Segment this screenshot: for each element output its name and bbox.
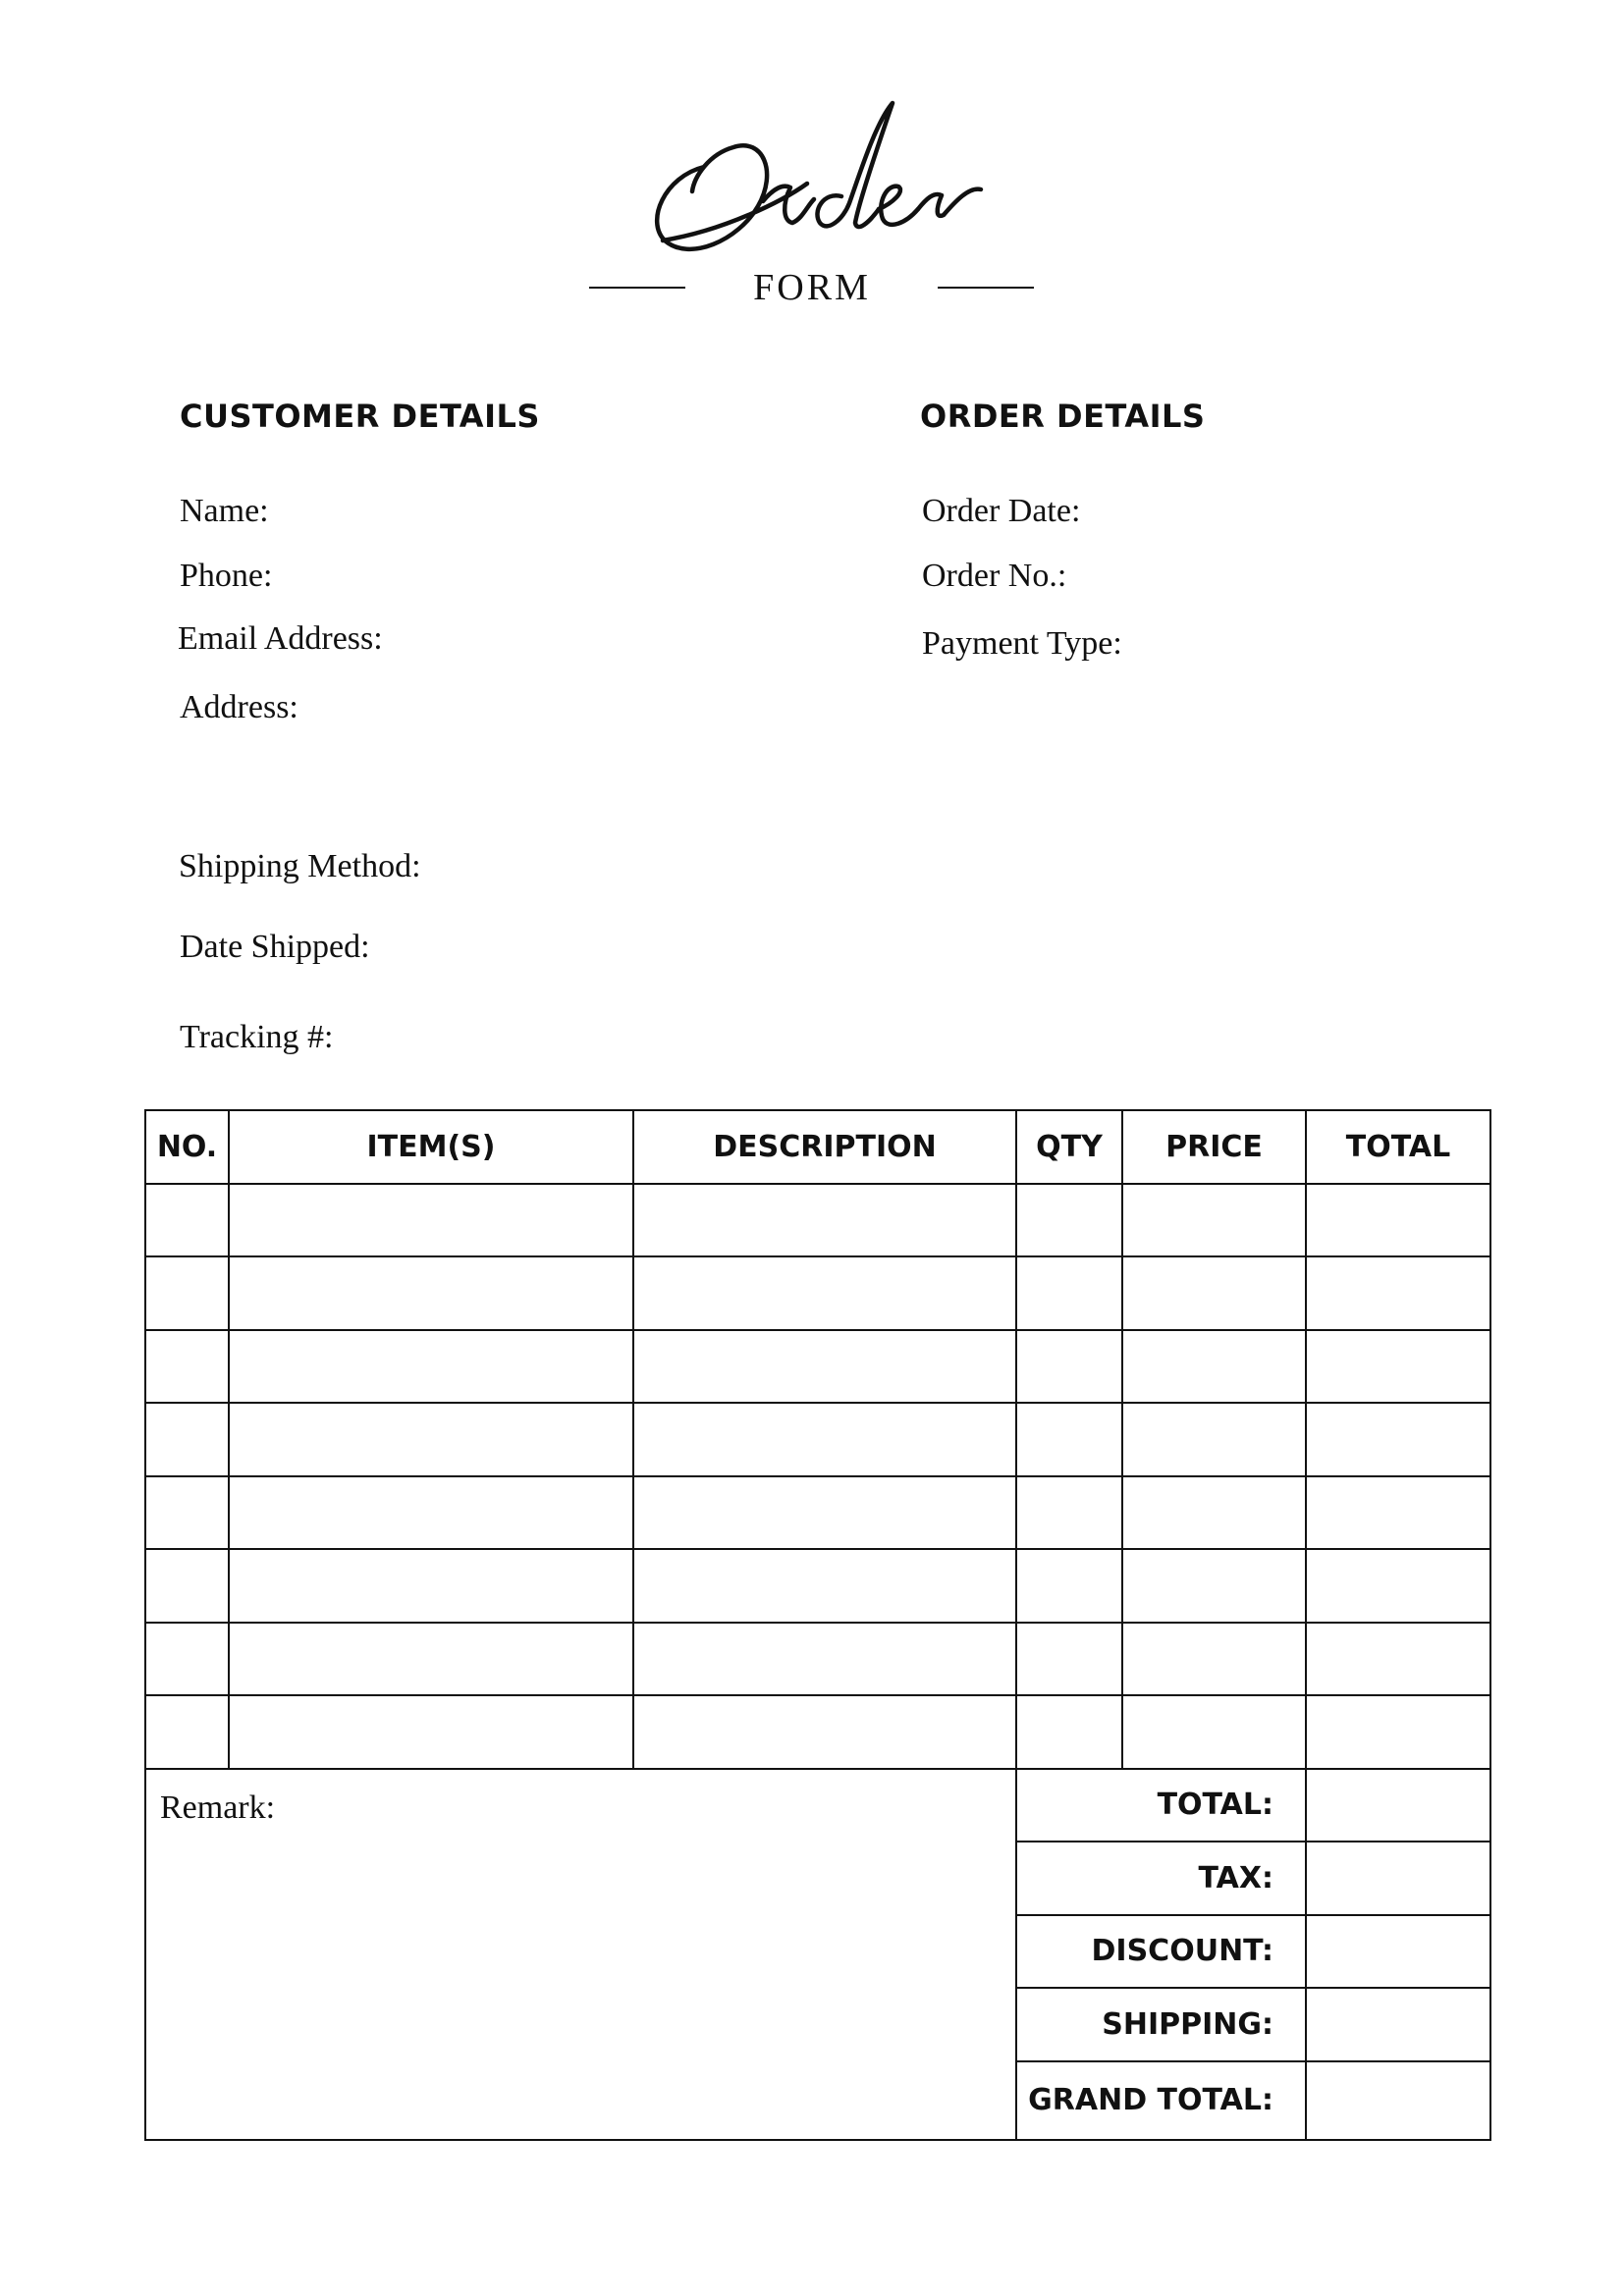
summary-value-tax[interactable] bbox=[1306, 1842, 1490, 1915]
cell-no[interactable] bbox=[145, 1256, 229, 1330]
email-field-label: Email Address: bbox=[178, 620, 383, 657]
cell-price[interactable] bbox=[1122, 1695, 1306, 1769]
table-row[interactable] bbox=[145, 1695, 1490, 1769]
summary-value-grand-total[interactable] bbox=[1306, 2061, 1490, 2140]
order-number-field-label: Order No.: bbox=[922, 558, 1067, 594]
table-row[interactable] bbox=[145, 1330, 1490, 1404]
summary-label-shipping: SHIPPING: bbox=[1016, 1988, 1306, 2061]
cell-no[interactable] bbox=[145, 1549, 229, 1623]
summary-value-discount[interactable] bbox=[1306, 1915, 1490, 1989]
cell-price[interactable] bbox=[1122, 1476, 1306, 1550]
cell-description[interactable] bbox=[633, 1623, 1016, 1696]
tracking-field-label: Tracking #: bbox=[180, 1019, 334, 1055]
cell-price[interactable] bbox=[1122, 1184, 1306, 1257]
table-row[interactable] bbox=[145, 1184, 1490, 1257]
cell-description[interactable] bbox=[633, 1549, 1016, 1623]
phone-field-label: Phone: bbox=[180, 558, 273, 594]
cell-description[interactable] bbox=[633, 1695, 1016, 1769]
cell-qty[interactable] bbox=[1016, 1695, 1122, 1769]
cell-item[interactable] bbox=[229, 1184, 633, 1257]
cell-no[interactable] bbox=[145, 1623, 229, 1696]
column-header-total: TOTAL bbox=[1306, 1110, 1490, 1184]
cell-description[interactable] bbox=[633, 1330, 1016, 1404]
cell-qty[interactable] bbox=[1016, 1623, 1122, 1696]
column-header-price: PRICE bbox=[1122, 1110, 1306, 1184]
date-shipped-field-label: Date Shipped: bbox=[180, 929, 370, 965]
column-header-items: ITEM(S) bbox=[229, 1110, 633, 1184]
cell-item[interactable] bbox=[229, 1403, 633, 1476]
form-subtitle-row bbox=[0, 263, 1624, 312]
cell-item[interactable] bbox=[229, 1549, 633, 1623]
form-subtitle: FORM bbox=[753, 267, 871, 308]
cell-description[interactable] bbox=[633, 1403, 1016, 1476]
cell-item[interactable] bbox=[229, 1330, 633, 1404]
cell-total[interactable] bbox=[1306, 1623, 1490, 1696]
cell-item[interactable] bbox=[229, 1476, 633, 1550]
summary-value-shipping[interactable] bbox=[1306, 1988, 1490, 2061]
cell-qty[interactable] bbox=[1016, 1184, 1122, 1257]
cell-total[interactable] bbox=[1306, 1549, 1490, 1623]
cell-no[interactable] bbox=[145, 1184, 229, 1257]
order-script-title bbox=[0, 93, 1624, 280]
cell-qty[interactable] bbox=[1016, 1549, 1122, 1623]
cell-qty[interactable] bbox=[1016, 1330, 1122, 1404]
cell-total[interactable] bbox=[1306, 1695, 1490, 1769]
column-header-qty: QTY bbox=[1016, 1110, 1122, 1184]
right-divider bbox=[938, 287, 1034, 289]
cell-description[interactable] bbox=[633, 1476, 1016, 1550]
summary-label-total: TOTAL: bbox=[1016, 1769, 1306, 1842]
remark-box[interactable] bbox=[145, 1769, 1016, 2140]
table-row[interactable] bbox=[145, 1403, 1490, 1476]
order-details-heading: ORDER DETAILS bbox=[920, 398, 1206, 435]
cell-total[interactable] bbox=[1306, 1476, 1490, 1550]
summary-value-total[interactable] bbox=[1306, 1769, 1490, 1842]
table-row[interactable] bbox=[145, 1549, 1490, 1623]
cell-price[interactable] bbox=[1122, 1623, 1306, 1696]
cell-price[interactable] bbox=[1122, 1403, 1306, 1476]
cell-qty[interactable] bbox=[1016, 1256, 1122, 1330]
cell-description[interactable] bbox=[633, 1184, 1016, 1257]
column-header-description: DESCRIPTION bbox=[633, 1110, 1016, 1184]
cell-no[interactable] bbox=[145, 1403, 229, 1476]
table-row[interactable] bbox=[145, 1623, 1490, 1696]
cell-total[interactable] bbox=[1306, 1403, 1490, 1476]
table-row[interactable] bbox=[145, 1476, 1490, 1550]
summary-label-tax: TAX: bbox=[1016, 1842, 1306, 1915]
order-script-logo bbox=[635, 93, 989, 280]
cell-total[interactable] bbox=[1306, 1330, 1490, 1404]
table-row[interactable] bbox=[145, 1256, 1490, 1330]
column-header-no: NO. bbox=[145, 1110, 229, 1184]
cell-no[interactable] bbox=[145, 1476, 229, 1550]
address-field-label: Address: bbox=[180, 689, 298, 725]
shipping-method-field-label: Shipping Method: bbox=[179, 848, 421, 884]
cell-total[interactable] bbox=[1306, 1256, 1490, 1330]
payment-type-field-label: Payment Type: bbox=[922, 625, 1122, 662]
cell-total[interactable] bbox=[1306, 1184, 1490, 1257]
cell-item[interactable] bbox=[229, 1695, 633, 1769]
cell-qty[interactable] bbox=[1016, 1476, 1122, 1550]
cell-price[interactable] bbox=[1122, 1549, 1306, 1623]
order-date-field-label: Order Date: bbox=[922, 493, 1081, 529]
cell-qty[interactable] bbox=[1016, 1403, 1122, 1476]
cell-price[interactable] bbox=[1122, 1330, 1306, 1404]
summary-label-discount: DISCOUNT: bbox=[1016, 1915, 1306, 1989]
cell-item[interactable] bbox=[229, 1256, 633, 1330]
remark-label: Remark: bbox=[160, 1789, 276, 1826]
cell-no[interactable] bbox=[145, 1330, 229, 1404]
name-field-label: Name: bbox=[180, 493, 269, 529]
table-header-row bbox=[145, 1110, 1490, 1184]
cell-item[interactable] bbox=[229, 1623, 633, 1696]
summary-label-grand-total: GRAND TOTAL: bbox=[1016, 2061, 1306, 2140]
order-items-table bbox=[144, 1109, 1491, 2141]
customer-details-heading: CUSTOMER DETAILS bbox=[180, 398, 540, 435]
cell-price[interactable] bbox=[1122, 1256, 1306, 1330]
summary-row-total bbox=[145, 1769, 1490, 1842]
cell-description[interactable] bbox=[633, 1256, 1016, 1330]
cell-no[interactable] bbox=[145, 1695, 229, 1769]
